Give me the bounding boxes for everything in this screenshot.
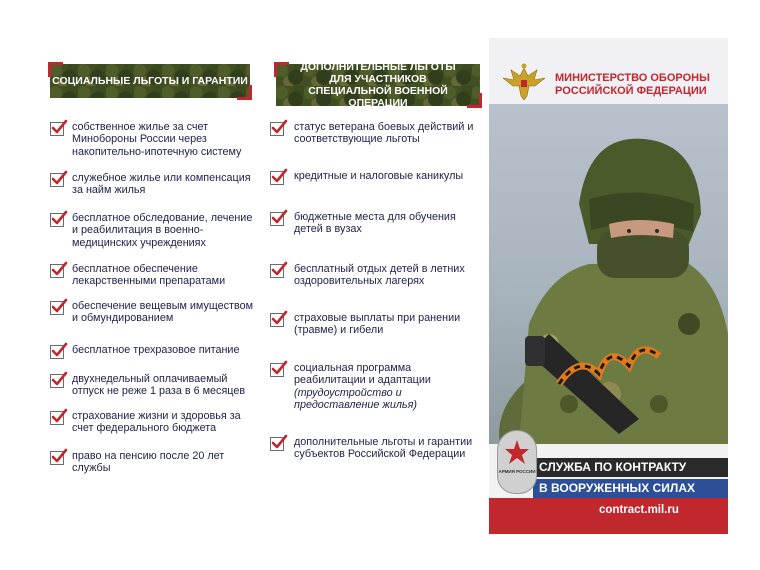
benefit-list-item <box>270 436 482 461</box>
ministry-name <box>555 72 725 98</box>
svo-benefits-banner <box>276 61 480 109</box>
checkbox-checked-icon <box>270 363 284 377</box>
benefit-text <box>72 212 260 249</box>
army-russia-badge <box>497 430 537 494</box>
checkbox-checked-icon <box>270 264 284 278</box>
benefit-list-item <box>50 344 260 359</box>
benefit-label: бесплатное обеспечение лекарственными препаратами <box>72 263 226 288</box>
checkbox-checked-icon <box>50 213 64 227</box>
benefit-list-item <box>50 300 260 325</box>
svo-benefits-title: ДОПОЛНИТЕЛЬНЫЕ ЛЬГОТЫ ДЛЯ УЧАСТНИКОВ СПЕЦИАЛЬНОЙ ВОЕННОЙ ОПЕРАЦИИ <box>300 61 456 109</box>
benefit-label: социальная программа реабилитации и адаптации <box>294 362 431 387</box>
checkbox-checked-icon <box>50 173 64 187</box>
benefit-text <box>72 410 260 435</box>
checkbox-checked-icon <box>50 374 64 388</box>
benefit-text <box>72 172 260 197</box>
contract-service-bar: СЛУЖБА ПО КОНТРАКТУ <box>533 458 728 477</box>
benefit-text <box>294 436 482 461</box>
benefit-text <box>72 450 260 475</box>
benefit-label: служебное жилье или компенсация за найм жилья <box>72 172 251 197</box>
benefit-list-item <box>50 212 260 249</box>
benefit-label: бесплатный отдых детей в летних оздоровительных лагерях <box>294 263 465 288</box>
ministry-name-line2: РОССИЙСКОЙ ФЕДЕРАЦИИ <box>555 85 707 97</box>
benefit-list-item <box>270 121 482 146</box>
benefit-list-item <box>270 362 482 412</box>
checkbox-checked-icon <box>270 171 284 185</box>
double-headed-eagle-icon <box>499 62 549 102</box>
benefit-list-item <box>50 410 260 435</box>
checkbox-checked-icon <box>270 313 284 327</box>
benefit-list-item <box>270 312 482 337</box>
benefit-text <box>72 263 260 288</box>
army-russia-label: АРМИЯ РОССИИ <box>498 469 536 474</box>
benefit-label: бесплатное трехразовое питание <box>72 344 240 356</box>
checkbox-checked-icon <box>50 451 64 465</box>
benefit-label: двухнедельный оплачиваемый отпуск не реже 1 раза в 6 месяцев <box>72 373 246 398</box>
benefit-label: право на пенсию после 20 лет службы <box>72 450 225 475</box>
red-star-icon <box>504 439 530 465</box>
benefit-label: бесплатное обследование, лечение и реабилитация в военно-медицинских учреждениях <box>72 212 253 249</box>
recruitment-poster <box>489 38 728 534</box>
benefit-label: обеспечение вещевым имуществом и обмундированием <box>72 300 254 325</box>
checkbox-checked-icon <box>50 301 64 315</box>
checkbox-checked-icon <box>270 122 284 136</box>
benefit-text <box>294 312 482 337</box>
social-benefits-banner <box>50 64 250 98</box>
banner-corner <box>48 62 63 77</box>
ministry-name-line1: МИНИСТЕРСТВО ОБОРОНЫ <box>555 72 710 84</box>
benefit-list-item <box>270 263 482 288</box>
benefit-label: бюджетные места для обучения детей в вузах <box>294 211 456 236</box>
benefit-label: страхование жизни и здоровья за счет федерального бюджета <box>72 410 241 435</box>
banner-corner <box>274 62 289 77</box>
benefit-label: собственное жилье за счет Минобороны России через накопительно-ипотечную систему <box>72 121 242 158</box>
benefit-list-item <box>50 121 260 158</box>
checkbox-checked-icon <box>50 264 64 278</box>
checkbox-checked-icon <box>270 437 284 451</box>
benefit-text <box>72 344 260 356</box>
banner-corner <box>237 85 252 100</box>
soldier-illustration <box>489 104 728 444</box>
benefit-text <box>294 362 482 412</box>
checkbox-checked-icon <box>270 212 284 226</box>
benefit-text <box>72 121 260 158</box>
social-benefits-title: СОЦИАЛЬНЫЕ ЛЬГОТЫ И ГАРАНТИИ <box>52 75 248 87</box>
benefit-text <box>294 170 482 182</box>
benefit-text <box>294 211 482 236</box>
website-link[interactable]: contract.mil.ru <box>599 504 679 516</box>
benefit-text <box>294 263 482 288</box>
benefit-list-item <box>270 170 482 185</box>
checkbox-checked-icon <box>50 345 64 359</box>
benefit-label: статус ветерана боевых действий и соответствующие льготы <box>294 121 474 146</box>
benefit-text <box>72 373 260 398</box>
benefit-list-item <box>270 211 482 236</box>
checkbox-checked-icon <box>50 122 64 136</box>
benefit-label: кредитные и налоговые каникулы <box>294 170 464 182</box>
benefit-text <box>294 121 482 146</box>
benefit-list-item <box>50 172 260 197</box>
benefit-text <box>72 300 260 325</box>
soldier-photo <box>489 104 728 444</box>
benefit-note: (трудоустройство и предоставление жилья) <box>294 386 417 412</box>
benefit-label: страховые выплаты при ранении (травме) и гибели <box>294 312 461 337</box>
armed-forces-bar: В ВООРУЖЕННЫХ СИЛАХ <box>533 479 728 498</box>
checkbox-checked-icon <box>50 411 64 425</box>
banner-corner <box>467 93 482 108</box>
benefit-list-item <box>50 373 260 398</box>
benefit-list-item <box>50 450 260 475</box>
benefit-list-item <box>50 263 260 288</box>
benefit-label: дополнительные льготы и гарантии субъектов Российской Федерации <box>294 436 473 461</box>
